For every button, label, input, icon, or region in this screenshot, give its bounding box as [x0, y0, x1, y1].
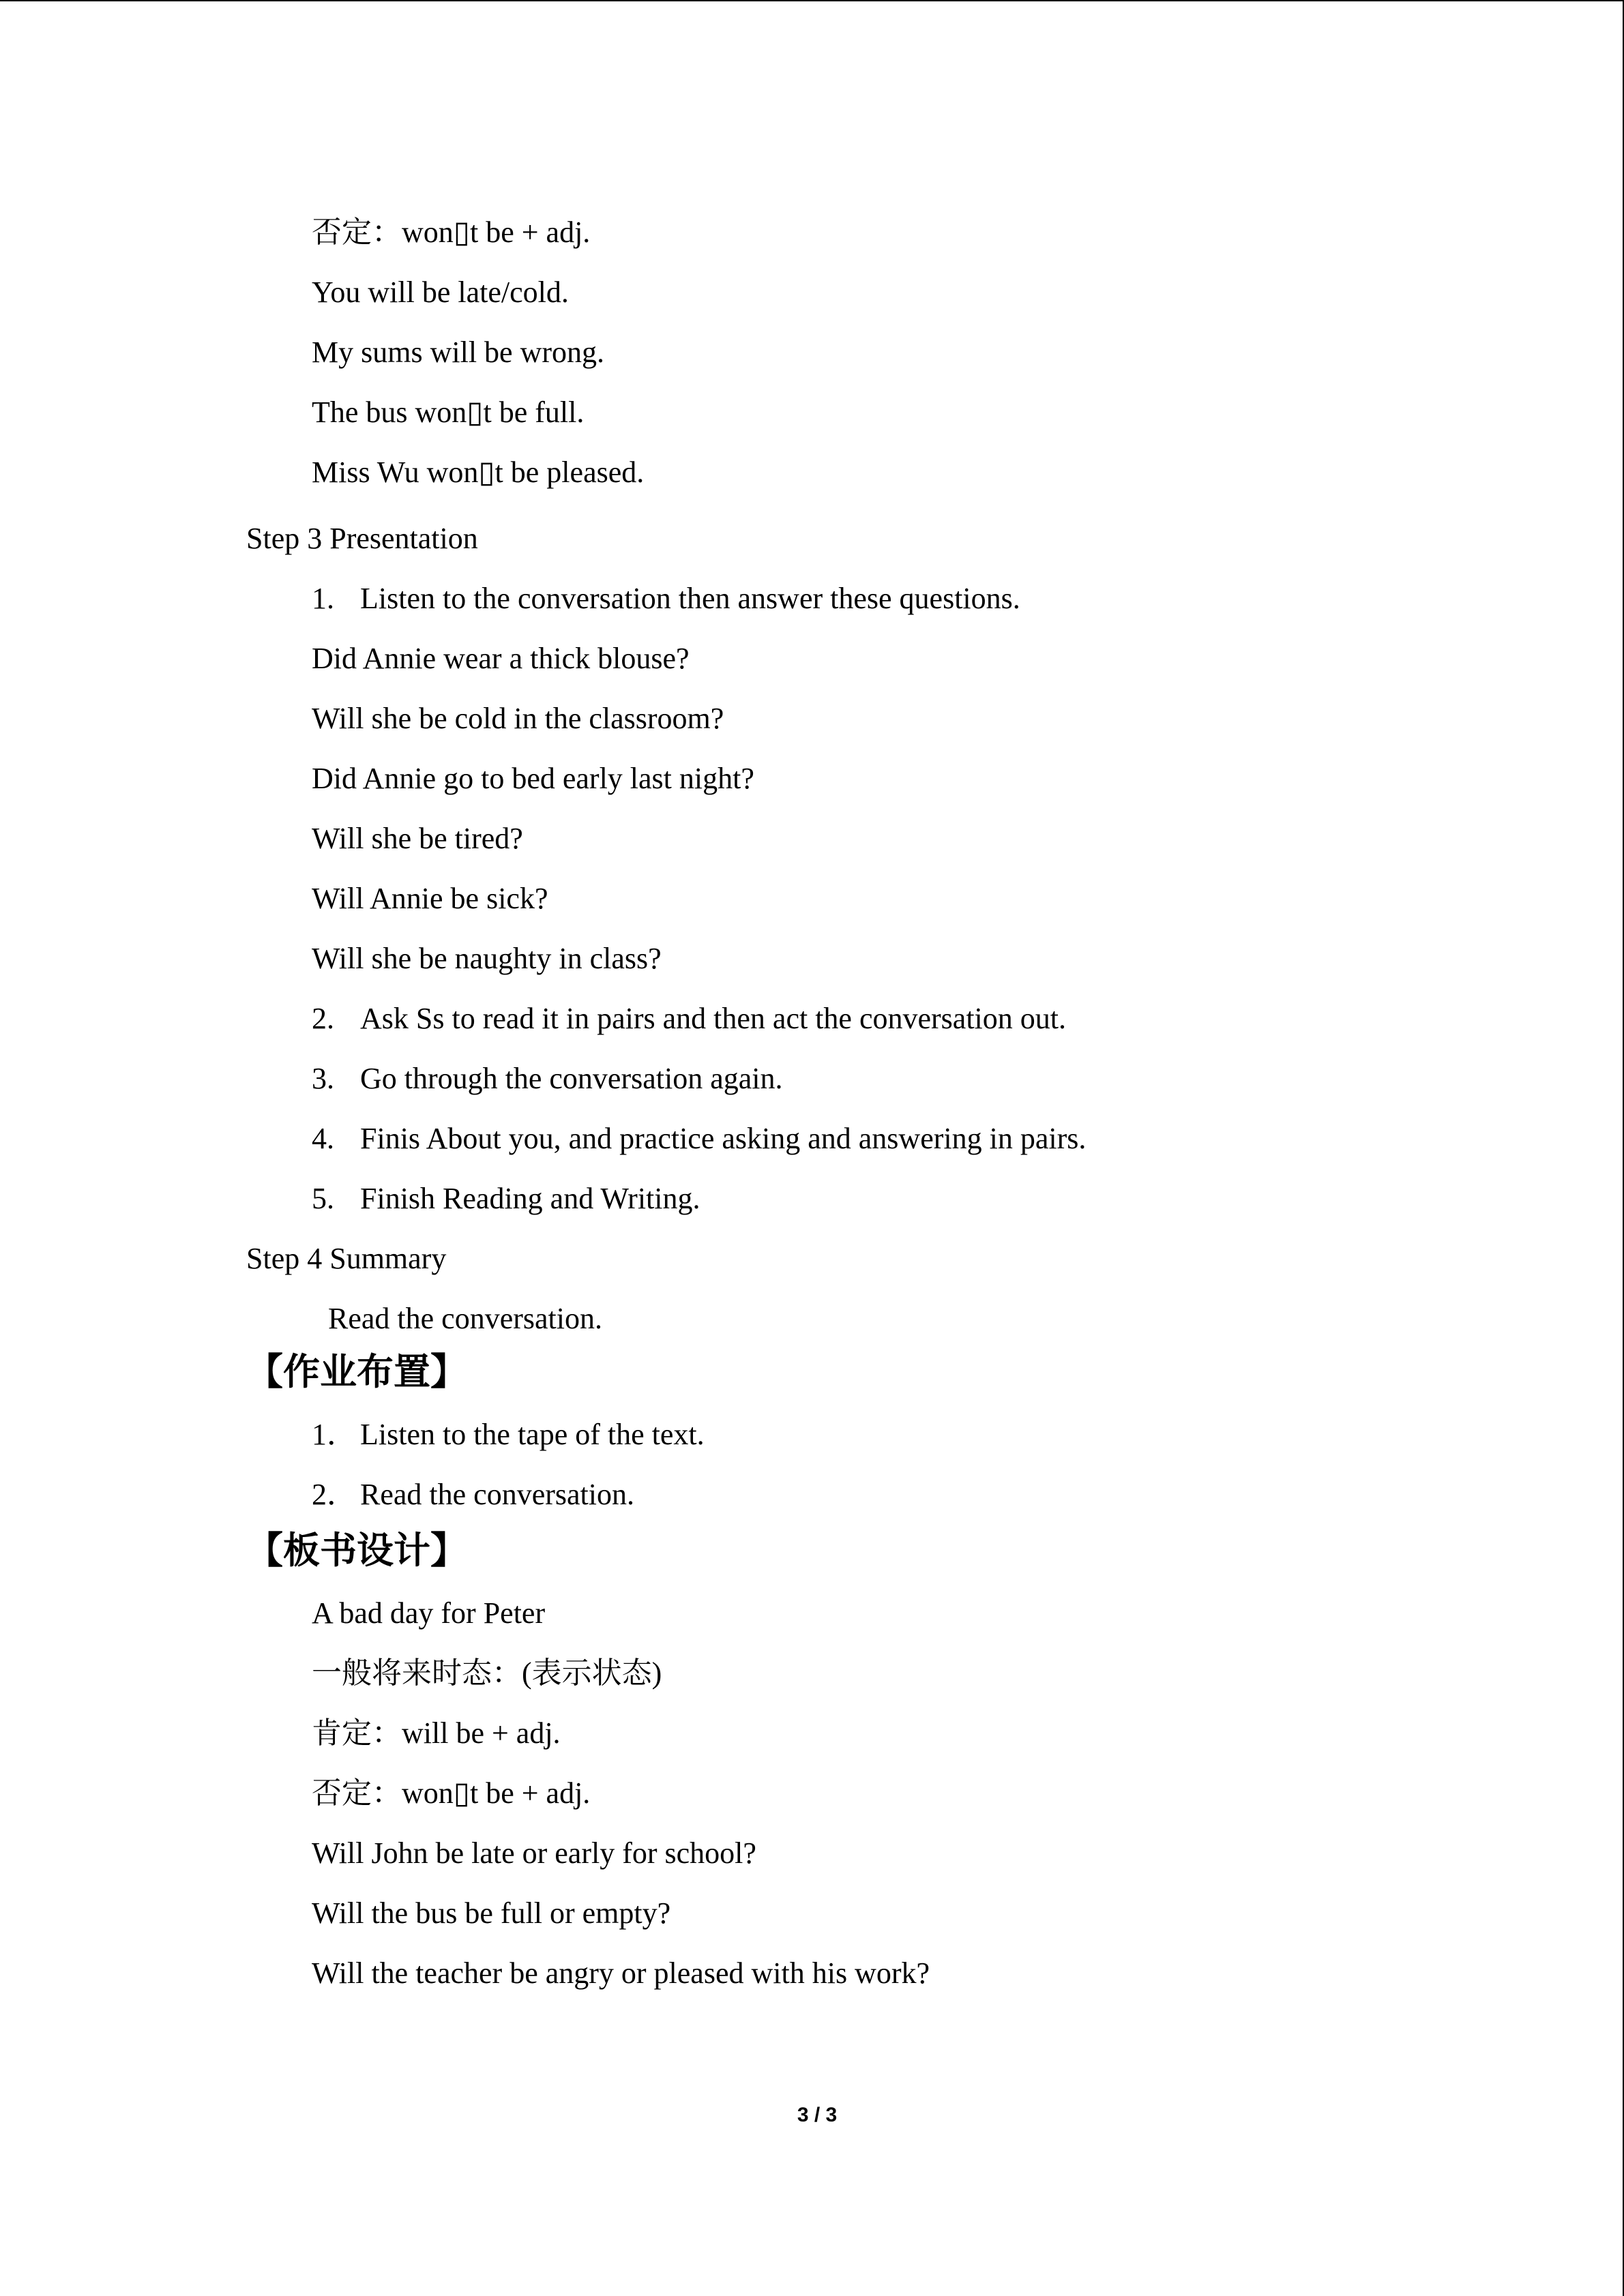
- example-line: You will be late/cold.: [312, 275, 569, 309]
- item-text: Ask Ss to read it in pairs and then act the conversation out.: [360, 1002, 1066, 1035]
- item-text: Listen to the tape of the text.: [360, 1418, 705, 1451]
- item-text: Read the conversation.: [360, 1478, 634, 1511]
- board-line: 否定：won▯t be + adj.: [312, 1776, 591, 1810]
- item-number: 5.: [312, 1182, 334, 1215]
- question-line: Will she be cold in the classroom?: [312, 702, 724, 735]
- example-line: Miss Wu won▯t be pleased.: [312, 456, 645, 489]
- question-line: Will Annie be sick?: [312, 882, 548, 915]
- item-number: 4.: [312, 1122, 334, 1155]
- question-line: Will she be tired?: [312, 822, 523, 855]
- step3-item-5: [0, 1178, 1364, 1219]
- step4-heading: Step 4 Summary: [246, 1242, 447, 1275]
- board-title: A bad day for Peter: [312, 1596, 546, 1630]
- step3-item-2: [0, 998, 1364, 1039]
- page-number: 3 / 3: [797, 2104, 838, 2126]
- board-line: Will the teacher be angry or pleased with his work?: [312, 1956, 930, 1990]
- negative-rule: 否定：won▯t be + adj.: [312, 215, 591, 249]
- item-text: Finish Reading and Writing.: [360, 1182, 700, 1215]
- board-line: Will John be late or early for school?: [312, 1836, 756, 1870]
- homework-item-2: [0, 1474, 1364, 1515]
- step3-heading: Step 3 Presentation: [246, 522, 478, 555]
- item-number: 3.: [312, 1062, 334, 1095]
- item-number: 2.: [312, 1002, 334, 1035]
- example-line: My sums will be wrong.: [312, 336, 604, 369]
- homework-heading: 【作业布置】: [246, 1350, 467, 1393]
- question-line: Did Annie wear a thick blouse?: [312, 642, 690, 675]
- item-text: Listen to the conversation then answer these questions.: [360, 582, 1020, 615]
- step4-text: Read the conversation.: [328, 1302, 602, 1335]
- step3-item-1: [0, 578, 1364, 619]
- question-line: Will she be naughty in class?: [312, 942, 662, 975]
- board-design-heading: 【板书设计】: [246, 1529, 467, 1572]
- step3-item-3: [0, 1058, 1364, 1099]
- step3-item-4: [0, 1118, 1364, 1159]
- item-number: 2．: [312, 1478, 357, 1511]
- question-line: Did Annie go to bed early last night?: [312, 762, 754, 795]
- board-line: 肯定：will be + adj.: [312, 1716, 561, 1750]
- item-text: Go through the conversation again.: [360, 1062, 783, 1095]
- board-line: 一般将来时态：(表示状态): [312, 1656, 662, 1690]
- example-line: The bus won▯t be full.: [312, 396, 585, 429]
- board-line: Will the bus be full or empty?: [312, 1896, 671, 1930]
- item-number: 1．: [312, 1418, 357, 1451]
- item-number: 1.: [312, 582, 334, 615]
- homework-item-1: [0, 1414, 1364, 1455]
- item-text: Finis About you, and practice asking and answering in pairs.: [360, 1122, 1087, 1155]
